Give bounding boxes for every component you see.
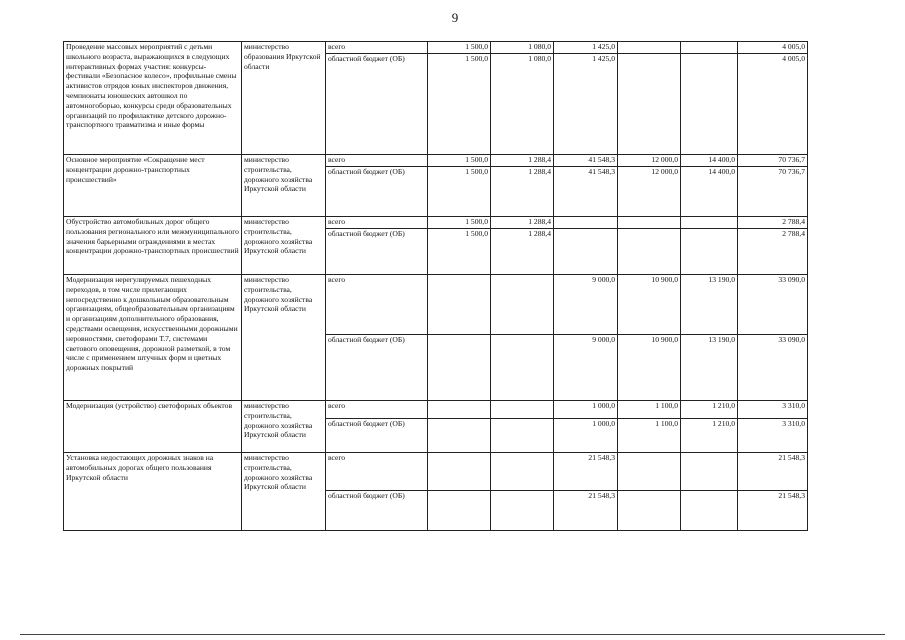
value-2019-cell <box>681 453 738 491</box>
total-cell: 4 005,0 <box>738 42 808 54</box>
value-2015-cell: 1 500,0 <box>428 229 491 275</box>
value-2017-cell: 1 000,0 <box>554 419 618 453</box>
value-2018-cell: 12 000,0 <box>618 167 681 217</box>
value-2019-cell: 14 400,0 <box>681 155 738 167</box>
value-2017-cell: 41 548,3 <box>554 167 618 217</box>
value-2018-cell <box>618 42 681 54</box>
value-2015-cell: 1 500,0 <box>428 217 491 229</box>
table-row <box>64 155 808 167</box>
value-2016-cell: 1 288,4 <box>491 167 554 217</box>
value-2019-cell <box>681 42 738 54</box>
source-cell: всего <box>326 453 428 491</box>
value-2017-cell: 9 000,0 <box>554 335 618 401</box>
activity-cell: Установка недостающих дорожных знаков на автомобильных дорогах общего пользования Иркутской области <box>64 453 242 531</box>
source-cell: областной бюджет (ОБ) <box>326 229 428 275</box>
total-cell: 70 736,7 <box>738 155 808 167</box>
activity-cell: Основное мероприятие «Сокращение мест концентрации дорожно-транспортных происшествий» <box>64 155 242 217</box>
total-cell: 70 736,7 <box>738 167 808 217</box>
table-row <box>64 42 808 54</box>
value-2019-cell <box>681 491 738 531</box>
value-2015-cell: 1 500,0 <box>428 54 491 155</box>
source-cell: всего <box>326 217 428 229</box>
executor-cell: министерство строительства, дорожного хозяйства Иркутской области <box>242 217 326 275</box>
source-cell: всего <box>326 155 428 167</box>
total-cell: 3 310,0 <box>738 401 808 419</box>
source-cell: областной бюджет (ОБ) <box>326 419 428 453</box>
total-cell: 33 090,0 <box>738 275 808 335</box>
value-2017-cell: 9 000,0 <box>554 275 618 335</box>
value-2017-cell: 41 548,3 <box>554 155 618 167</box>
value-2018-cell <box>618 453 681 491</box>
value-2016-cell: 1 288,4 <box>491 155 554 167</box>
value-2018-cell <box>618 491 681 531</box>
table-row <box>64 401 808 419</box>
value-2019-cell: 13 190,0 <box>681 275 738 335</box>
table-row <box>64 453 808 491</box>
value-2019-cell: 13 190,0 <box>681 335 738 401</box>
value-2015-cell <box>428 401 491 419</box>
value-2016-cell <box>491 491 554 531</box>
value-2015-cell <box>428 275 491 335</box>
value-2015-cell <box>428 491 491 531</box>
value-2016-cell <box>491 419 554 453</box>
value-2015-cell <box>428 453 491 491</box>
total-cell: 21 548,3 <box>738 453 808 491</box>
total-cell: 21 548,3 <box>738 491 808 531</box>
total-cell: 2 788,4 <box>738 217 808 229</box>
total-cell: 3 310,0 <box>738 419 808 453</box>
activity-cell: Обустройство автомобильных дорог общего пользования регионального или межмуниципального значения барьерными ограждениями в местах концентрации дорожно-транспортных происшествий <box>64 217 242 275</box>
activity-cell: Проведение массовых мероприятий с детьми школьного возраста, выражающихся в следующих интерактивных формах участия: конкурсы-фестивали «Безопасное колесо», профильные смены активистов отрядов юных инспекторов движения, чемпионаты юношеских автошкол по автомногоборью, конкурсы среди образовательных организаций по профилактике детского дорожно-транспортного травматизма и иные формы <box>64 42 242 155</box>
value-2018-cell: 1 100,0 <box>618 401 681 419</box>
value-2016-cell: 1 080,0 <box>491 54 554 155</box>
executor-cell: министерство строительства, дорожного хозяйства Иркутской области <box>242 275 326 401</box>
source-cell: областной бюджет (ОБ) <box>326 335 428 401</box>
activity-cell: Модернизация нерегулируемых пешеходных переходов, в том числе прилегающих непосредственно к дошкольным образовательным организациям, общеобразовательным организациям и организациям дополнительного образования, средствами освещения, искусственными дорожными неровностями, светофорами Т.7, системами светового оповещения, дорожной разметкой, в том числе с применением штучных форм и цветных дорожных покрытий <box>64 275 242 401</box>
value-2015-cell <box>428 335 491 401</box>
table-row <box>64 217 808 229</box>
total-cell: 33 090,0 <box>738 335 808 401</box>
value-2016-cell: 1 288,4 <box>491 229 554 275</box>
value-2018-cell: 10 900,0 <box>618 335 681 401</box>
source-cell: областной бюджет (ОБ) <box>326 167 428 217</box>
value-2017-cell <box>554 217 618 229</box>
page-number: 9 <box>451 10 459 25</box>
value-2018-cell: 12 000,0 <box>618 155 681 167</box>
source-cell: всего <box>326 42 428 54</box>
value-2019-cell: 14 400,0 <box>681 167 738 217</box>
value-2015-cell <box>428 419 491 453</box>
value-2018-cell <box>618 217 681 229</box>
source-cell: всего <box>326 275 428 335</box>
executor-cell: министерство строительства, дорожного хозяйства Иркутской области <box>242 453 326 531</box>
value-2015-cell: 1 500,0 <box>428 42 491 54</box>
value-2018-cell <box>618 229 681 275</box>
value-2016-cell: 1 288,4 <box>491 217 554 229</box>
value-2019-cell: 1 210,0 <box>681 419 738 453</box>
value-2019-cell <box>681 54 738 155</box>
value-2016-cell <box>491 335 554 401</box>
value-2017-cell: 21 548,3 <box>554 453 618 491</box>
value-2019-cell <box>681 217 738 229</box>
total-cell: 4 005,0 <box>738 54 808 155</box>
value-2017-cell: 1 425,0 <box>554 42 618 54</box>
value-2015-cell: 1 500,0 <box>428 155 491 167</box>
value-2016-cell: 1 080,0 <box>491 42 554 54</box>
activity-cell: Модернизация (устройство) светофорных объектов <box>64 401 242 453</box>
executor-cell: министерство строительства, дорожного хозяйства Иркутской области <box>242 155 326 217</box>
value-2015-cell: 1 500,0 <box>428 167 491 217</box>
total-cell: 2 788,4 <box>738 229 808 275</box>
source-cell: областной бюджет (ОБ) <box>326 491 428 531</box>
value-2017-cell: 1 000,0 <box>554 401 618 419</box>
value-2017-cell <box>554 229 618 275</box>
value-2016-cell <box>491 275 554 335</box>
value-2016-cell <box>491 453 554 491</box>
executor-cell: министерство образования Иркутской области <box>242 42 326 155</box>
page-bottom-edge <box>20 634 885 635</box>
value-2017-cell: 1 425,0 <box>554 54 618 155</box>
source-cell: всего <box>326 401 428 419</box>
executor-cell: министерство строительства, дорожного хозяйства Иркутской области <box>242 401 326 453</box>
table-row <box>64 275 808 335</box>
value-2017-cell: 21 548,3 <box>554 491 618 531</box>
value-2018-cell: 1 100,0 <box>618 419 681 453</box>
value-2018-cell <box>618 54 681 155</box>
value-2019-cell <box>681 229 738 275</box>
value-2018-cell: 10 900,0 <box>618 275 681 335</box>
value-2016-cell <box>491 401 554 419</box>
source-cell: областной бюджет (ОБ) <box>326 54 428 155</box>
value-2019-cell: 1 210,0 <box>681 401 738 419</box>
budget-table <box>63 41 808 531</box>
